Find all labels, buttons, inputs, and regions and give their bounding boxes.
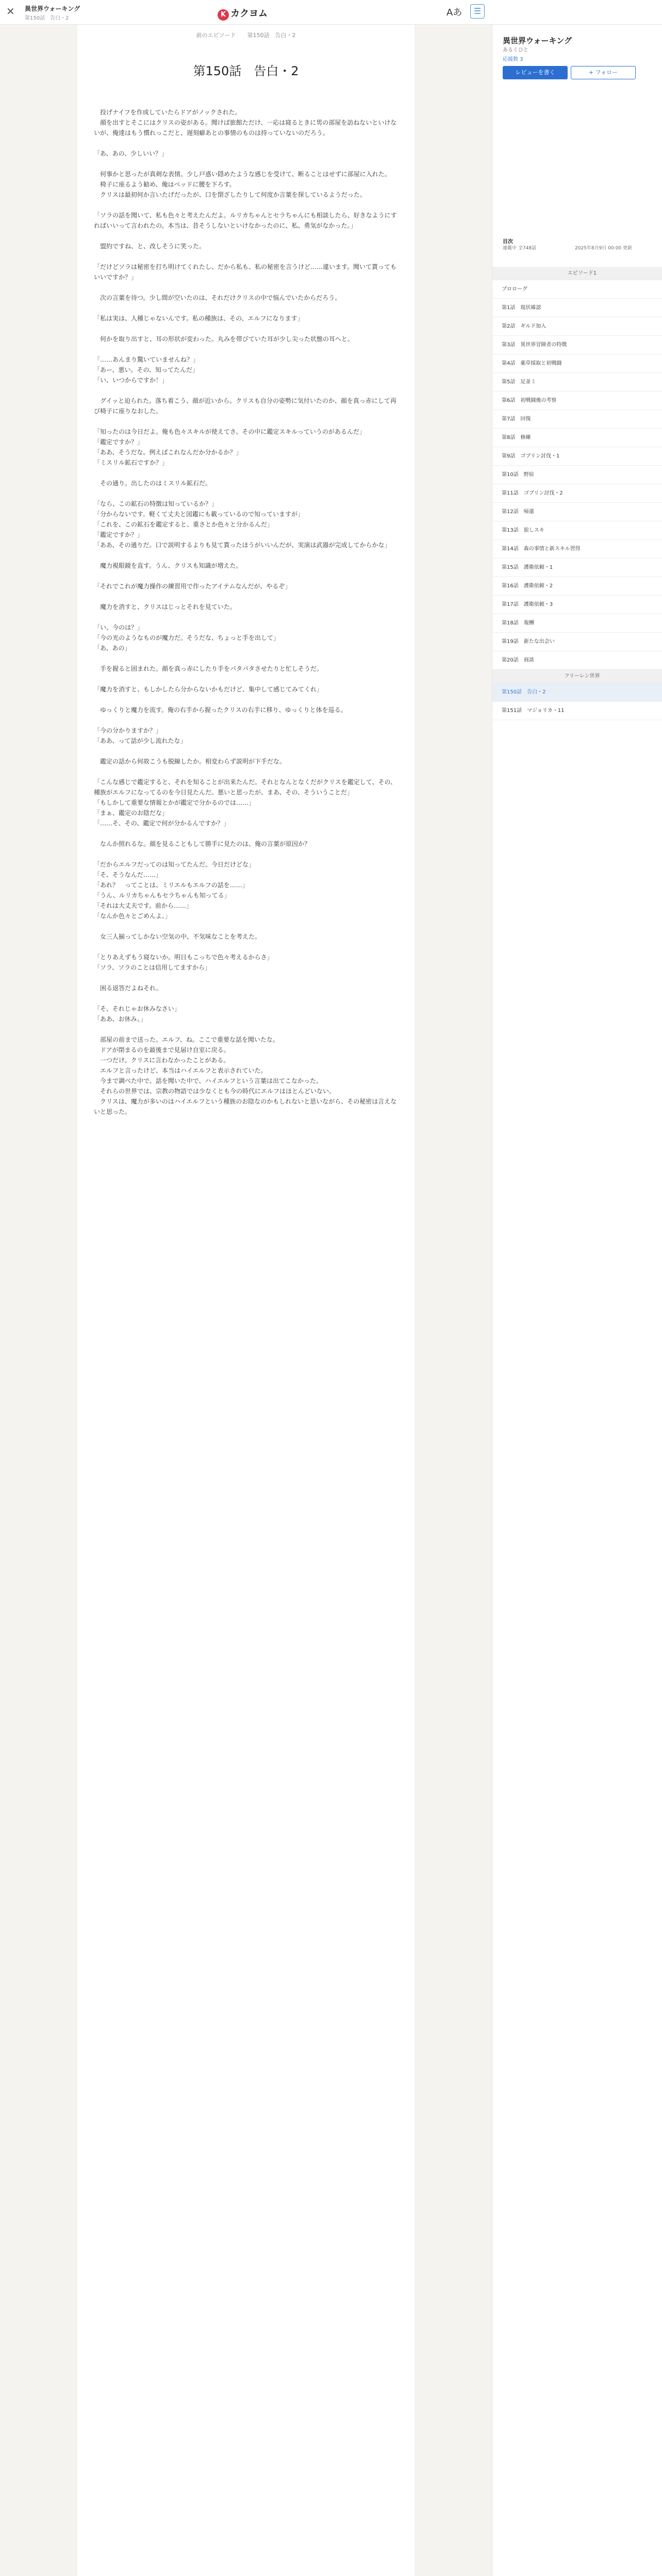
logo-mark-icon: K — [218, 9, 229, 21]
site-logo[interactable]: K カクヨム — [218, 6, 268, 21]
toc-item[interactable]: 第6話 初戦闘後の考察 — [492, 392, 662, 410]
toc-item[interactable]: 第16話 護衛依頼・2 — [492, 577, 662, 596]
toc-item[interactable]: 第20話 商談 — [492, 651, 662, 670]
toc-count: 連載中 全748話 — [503, 246, 537, 251]
toc-item[interactable]: 第8話 修練 — [492, 429, 662, 447]
paragraph-list — [94, 107, 399, 1117]
episode-paragraph: 鑑定の話から何故こうも脱線したか。相変わらず説明が下手だな。 — [94, 758, 286, 765]
toc-item[interactable]: 第15話 護衛依頼・1 — [492, 558, 662, 577]
episode-paragraph: 次の言葉を待つ。少し間が空いたのは、それだけクリスの中で悩んでいたからだろう。 — [94, 294, 341, 301]
toc-item[interactable]: 第1話 現状確認 — [492, 299, 662, 317]
episode-paragraph: 「魔力を消すと、もしかしたら分からないかもだけど、集中して感じてみてくれ」 — [94, 686, 323, 693]
episode-paragraph: 「ソラの話を聞いて、私も色々と考えたんだよ。ルリカちゃんとセラちゃんにも相談したら、好きなようにすればいいって言われたの。本当は、昔そうしないといけなかったのに、私、勇気がなかった。」 — [94, 212, 397, 229]
close-icon[interactable]: ✕ — [6, 5, 15, 18]
toc-item[interactable]: 第10話 野宿 — [492, 466, 662, 484]
toc-item[interactable]: 第14話 森の事情と新スキル習得 — [492, 540, 662, 558]
episode-paragraph: 「とりあえずもう寝ないか。明日もこっちで色々考えるからさ」 「ソラ、ソラのことは信用してますから」 — [94, 954, 273, 971]
episode-breadcrumb[interactable]: 前のエピソード 第150話 告白・2 — [196, 32, 296, 39]
episode-paragraph: 魔力視眼鏡を直す。うん、クリスも知識が増えた。 — [94, 562, 242, 569]
episode-paragraph: 「私は実は、人種じゃないんです。私の種族は、その、エルフになります」 — [94, 315, 304, 322]
episode-body — [94, 107, 399, 1127]
menu-icon[interactable]: ☰ — [470, 4, 485, 19]
toc-item[interactable]: 第12話 帰還 — [492, 503, 662, 521]
toc-item[interactable]: 第151話 マジョリカ・11 — [492, 702, 662, 720]
toc-item[interactable]: 第7話 回復 — [492, 410, 662, 429]
toc-section-header: フリーレン世界 — [492, 670, 662, 683]
toc-list — [492, 267, 662, 720]
episode-paragraph: 「だけどソラは秘密を打ち明けてくれたし、だから私も、私の秘密を言うけど……違います。聞いて貰ってもいいですか？」 — [94, 263, 397, 281]
toc-updated: 2025年8月9日 00:00 更新 — [575, 246, 633, 251]
episode-paragraph: 「あ、あの、少しいい？」 — [94, 150, 168, 157]
sidebar-author[interactable]: あるくひと — [503, 47, 528, 53]
main-area — [0, 25, 492, 2576]
episode-paragraph: 何かを取り出すと、耳の形状が変わった。丸みを帯びていた耳が少し尖った状態の耳へと。 — [94, 335, 354, 343]
episode-paragraph: 困る返答だよねそれ。 — [94, 985, 162, 992]
toc-item[interactable]: 第13話 狼しスキ — [492, 521, 662, 540]
toc-item[interactable]: 第150話 告白・2 — [492, 683, 662, 702]
sidebar-rating: 応援数 3 — [503, 57, 523, 62]
episode-paragraph: 「今の分かりますか？」 「ああ、って話が少し流れたな」 — [94, 727, 187, 744]
toc-heading: 目次 — [503, 239, 513, 245]
episode-paragraph: 投げナイフを作成していたらドアがノックされた。 顔を出すとそこにはクリスの姿がある。聞けば旅館ただけ、一応は寝るときに男の部屋を訪ねないといけないが、俺達はもう慣れっこだと、遅刻癖あとの事情のものは持っていないのだろう。 — [94, 109, 397, 137]
toc-item[interactable]: 第4話 薬草採取と初戦闘 — [492, 354, 662, 373]
episode-title: 第150話 告白・2 — [193, 64, 299, 78]
review-button[interactable]: レビューを書く — [503, 66, 568, 79]
toc-section-header: エピソード1 — [492, 267, 662, 280]
toc-item[interactable]: 第18話 報酬 — [492, 614, 662, 633]
text-size-button[interactable]: Aあ — [446, 7, 462, 18]
toc-item[interactable]: 第3話 異世界冒険者の特徴 — [492, 336, 662, 354]
episode-paragraph: 部屋の前まで送った。エルフ、ね。ここで重要な話を聞いたな。 ドアが閉まるのを最後まで見届け自室に戻る。 一つだけ。クリスに言わなかったことがある。 エルフと言ったけど、本当はハイエルフと表示されていた。 今まで調べた中で、話を聞いた中で、ハイエルフという言葉は出てこなかった。 それらの世界では、宗教の物語では少なくとも今の時代にエルフはほとんどいない。 クリスは、魔力が多いのはハイエルフという種族のお陰なのかもしれないと思いながら、その秘密は言えないと思った。 — [94, 1036, 397, 1115]
toc-item[interactable]: 第9話 ゴブリン討伐・1 — [492, 447, 662, 466]
episode-paragraph: ゆっくりと魔力を流す。俺の右手から握ったクリスの右手に移り、ゆっくりと体を巡る。 — [94, 706, 347, 714]
episode-paragraph: 何事かと思ったが真剣な表情。少し戸惑い隠めたような感じを受けて、断ることはせずに部屋に入れた。 椅子に座るよう勧め、俺はベッドに腰を下ろす。 クリスは最初何か言いたげだったが、口を閉ざしたりして何度か言葉を探しているようだった。 — [100, 171, 391, 198]
top-bar — [0, 0, 662, 25]
episode-paragraph: 「知ったのは今日だよ。俺も色々スキルが使えてさ。その中に鑑定スキルっていうのがあるんだ」 「鑑定ですか？」 「ああ、そうだな。例えばこれなんだか分かるか？」 「ミスリル鉱石ですか？」 — [94, 428, 366, 466]
episode-subtitle: 第150話 告白・2 — [25, 15, 69, 21]
toc-item[interactable]: 第19話 新たな出会い — [492, 633, 662, 651]
episode-paper — [77, 25, 415, 2576]
toc-item[interactable]: 第11話 ゴブリン討伐・2 — [492, 484, 662, 503]
episode-paragraph: 「そ、それじゃお休みなさい」 「ああ、お休み。」 — [94, 1005, 180, 1023]
episode-paragraph: 「それでこれが魔力操作の練習用で作ったアイテムなんだが、やるぞ」 — [94, 583, 291, 590]
episode-paragraph: 「こんな感じで鑑定すると、それを知ることが出来たんだ。それとなんとなくだがクリスを鑑定して、その、種族がエルフになってるのを今日見たんだ。悪いと思ったが、まあ、その、そういうことだ」 「もしかして重要な情報とかが鑑定で分かるのでは……」 「まぁ、鑑定のお陰だな」 「……そ、その、鑑定で何が分かるんですか？」 — [94, 778, 397, 827]
sidebar — [492, 25, 662, 2576]
episode-paragraph: 魔力を消すと、クリスはじっとそれを見ていた。 — [94, 603, 236, 611]
toc-item[interactable]: 第5話 足並ミ — [492, 373, 662, 392]
episode-paragraph: その通り。出したのはミスリル鉱石だ。 — [94, 480, 212, 487]
episode-paragraph: 「だからエルフだってのは知ってたんだ。今日だけどな」 「そ、そうなんだ……」 「あれ？ ってことは、ミリエルもエルフの話を……」 「うん、ルリカちゃんもセラちゃんも知ってる」 「それは大丈夫です。前から……」 「なんか色々とごめんよ。」 — [94, 861, 255, 920]
episode-paragraph: グイッと迫られた。落ち着こう、顔が近いから。クリスも自分の姿勢に気付いたのか、顔を真っ赤にして再び椅子に座りなおした。 — [94, 397, 396, 415]
follow-button[interactable]: + フォロー — [571, 66, 636, 79]
sidebar-work-title[interactable]: 異世界ウォーキング — [503, 36, 572, 45]
episode-paragraph: 「なら、この鉱石の特徴は知っているか？」 「分からないです。軽くて丈夫と図鑑にも載っているので知っていますが」 「これを、この鉱石を鑑定すると、重さとか色々と分かるんだ」 「鑑定ですか？」 「ああ、その通りだ。口で説明するよりも見て貰ったほうがいいんだが、実演は武器が完成してからかな」 — [94, 500, 391, 549]
episode-paragraph: 盟約ですね、と、改しそうに笑った。 — [94, 243, 206, 250]
episode-paragraph: 「……あんまり驚いていませんね？」 「あー、悪い。その、知ってたんだ」 「い、いつからですか！」 — [94, 356, 200, 384]
toc-item[interactable]: プロローグ — [492, 280, 662, 299]
episode-paragraph: 手を握ると固まれた。顔を真っ赤にしたり手をパタパタさせたりと忙しそうだ。 — [94, 665, 323, 672]
work-title[interactable]: 異世界ウォーキング — [25, 5, 80, 12]
episode-paragraph: 「い、今のは？」 「今の光のようなものが魔力だ。そうだな、ちょっと手を出して」 「あ、あの」 — [94, 624, 280, 652]
toc-item[interactable]: 第17話 護衛依頼・3 — [492, 596, 662, 614]
episode-paragraph: 女三人揃ってしかない空気の中、不気味なことを考えた。 — [94, 933, 261, 940]
episode-paragraph: なんか照れるな。顔を見ることもして勝手に見たのは、俺の言葉が原因か？ — [94, 840, 311, 848]
toc-item[interactable]: 第2話 ギルド加入 — [492, 317, 662, 336]
